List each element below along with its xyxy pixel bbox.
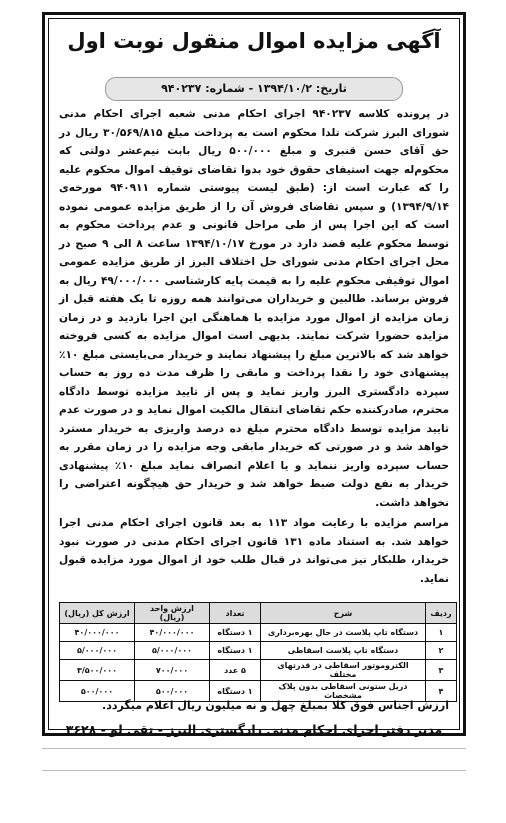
cell-row-number: ۲ xyxy=(426,642,457,660)
notice-paragraph: مراسم مزایده با رعایت مواد ۱۱۳ به بعد قانون اجرای احکام مدنی اجرا خواهد شد. به استناد ماده ۱۳۱ قانون اجرای احکام مدنی در صورت نبود خریدار، طلبکار نیز می‌تواند در قبال طلب خود از اموال مورد مزایده قبول نماید. xyxy=(59,517,450,585)
cell-row-number: ۱ xyxy=(426,624,457,642)
page-divider xyxy=(42,748,466,749)
cell-description: دریل ستونی اسقاطی بدون پلاک مشخصات xyxy=(261,681,426,702)
notice-paragraph: در پرونده کلاسه ۹۴۰۲۳۷ اجرای احکام مدنی شعبه اجرای احکام مدنی شورای البرز شرکت تلدا محکوم است به پرداخت مبلغ ۳۰/۵۶۹/۸۱۵ ریال در حق آقای حسن قنبری و مبلغ ۵۰۰/۰۰۰ ریال بابت نیم‌عشر دولتی که محکوم‌له جهت استیفای حقوق خود بدوا تقاضای توقیف اموال محکوم علیه را که عبارت است از: (طبق لیست پیوستی شماره ۹۴۰۹۱۱ مورخه‌ی ۱۳۹۴/۹/۱۴) و سپس تقاضای فروش آن را از طریق مزایده عمومی نموده است که این اجرا پس از طی مراحل قانونی و عدم پرداخت محکوم به توسط محکوم علیه قصد دارد در مورخ ۱۳۹۴/۱۰/۱۷ ساعت ۸ الی ۹ صبح در محل اجرای احکام مدنی شورای حل اختلاف البرز از طریق مزایده عمومی اموال توقیفی محکوم علیه را به قیمت پایه کارشناسی ۴۹/۰۰۰/۰۰۰ ریال به فروش برساند. طالبین و خریداران می‌توانند همه روزه تا یک هفته قبل از زمان مزایده از اموال مورد مزایده با هماهنگی این اجرا بازدید و در زمان مزایده حضورا شرکت نمایند. بدیهی است اموال مزایده به کسی فروخته خواهد شد که بالاترین مبلغ را پیشنهاد نمایند و خریدار می‌بایستی مبلغ ۱۰٪ پیشنهادی خود را نقدا پرداخت و مابقی را ظرف مدت ده روز به حساب سپرده دادگستری البرز واریز نماید و پس از تایید مزایده توسط دادگاه محترم، صادرکننده حکم تقاضای انتقال مالکیت اموال نماید و در صورت عدم تایید مزایده توسط دادگاه محترم مبلغ ده درصد واریزی به خریدار مسترد خواهد شد و در صورتی که خریدار مابقی وجه مزایده را در زمان مقرر به حساب سپرده واریز ننماید و یا اعلام انصراف نماید مبلغ ۱۰٪ پیشنهادی خریدار به نفع دولت ضبط خواهد شد و خریدار حق هیچگونه اعتراضی را نخواهد داشت. xyxy=(59,108,449,509)
header-description: شرح xyxy=(261,603,426,624)
signature-line: مدیر دفتر اجرای احکام مدنی دادگستری البرز - تقی لو - ۳۶۲۸ xyxy=(65,722,443,737)
cell-description: دستگاه تاپ پلاست در حال بهره‌برداری xyxy=(261,624,426,642)
cell-total-value: ۴۰/۰۰۰/۰۰۰ xyxy=(60,624,135,642)
cell-total-value: ۳/۵۰۰/۰۰۰ xyxy=(60,660,135,681)
cell-quantity: ۵ عدد xyxy=(210,660,261,681)
items-table-header-row xyxy=(60,603,457,624)
items-table xyxy=(59,602,457,702)
cell-description: الکتروموتور اسقاطی در قدرتهای مختلف xyxy=(261,660,426,681)
cell-description: دستگاه تاپ پلاست اسقاطی xyxy=(261,642,426,660)
cell-quantity: ۱ دستگاه xyxy=(210,624,261,642)
cell-unit-value: ۷۰۰/۰۰۰ xyxy=(135,660,210,681)
notice-body xyxy=(59,105,449,588)
total-value-summary: ارزش اجناس فوق کلا بمبلغ چهل و نه میلیون ریال اعلام میگردد. xyxy=(102,699,449,712)
cell-unit-value: ۴۰/۰۰۰/۰۰۰ xyxy=(135,624,210,642)
table-row xyxy=(60,642,457,660)
cell-unit-value: ۵/۰۰۰/۰۰۰ xyxy=(135,642,210,660)
notice-frame xyxy=(42,12,466,736)
cell-row-number: ۳ xyxy=(426,660,457,681)
header-total-value: ارزش کل (ریال) xyxy=(60,603,135,624)
table-row xyxy=(60,624,457,642)
cell-total-value: ۵/۰۰۰/۰۰۰ xyxy=(60,642,135,660)
notice-inner-border xyxy=(48,18,460,737)
header-row-number: ردیف xyxy=(426,603,457,624)
page-divider xyxy=(42,770,466,771)
notice-dateline: تاریخ: ۱۳۹۴/۱۰/۲ - شماره: ۹۴۰۲۳۷ xyxy=(105,77,403,101)
cell-total-value: ۵۰۰/۰۰۰ xyxy=(60,681,135,702)
cell-row-number: ۴ xyxy=(426,681,457,702)
table-row xyxy=(60,660,457,681)
notice-title: آگهی مزایده اموال منقول نوبت اول xyxy=(67,29,441,53)
cell-quantity: ۱ دستگاه xyxy=(210,681,261,702)
cell-unit-value: ۵۰۰/۰۰۰ xyxy=(135,681,210,702)
header-unit-value: ارزش واحد (ریال) xyxy=(135,603,210,624)
header-quantity: تعداد xyxy=(210,603,261,624)
cell-quantity: ۱ دستگاه xyxy=(210,642,261,660)
